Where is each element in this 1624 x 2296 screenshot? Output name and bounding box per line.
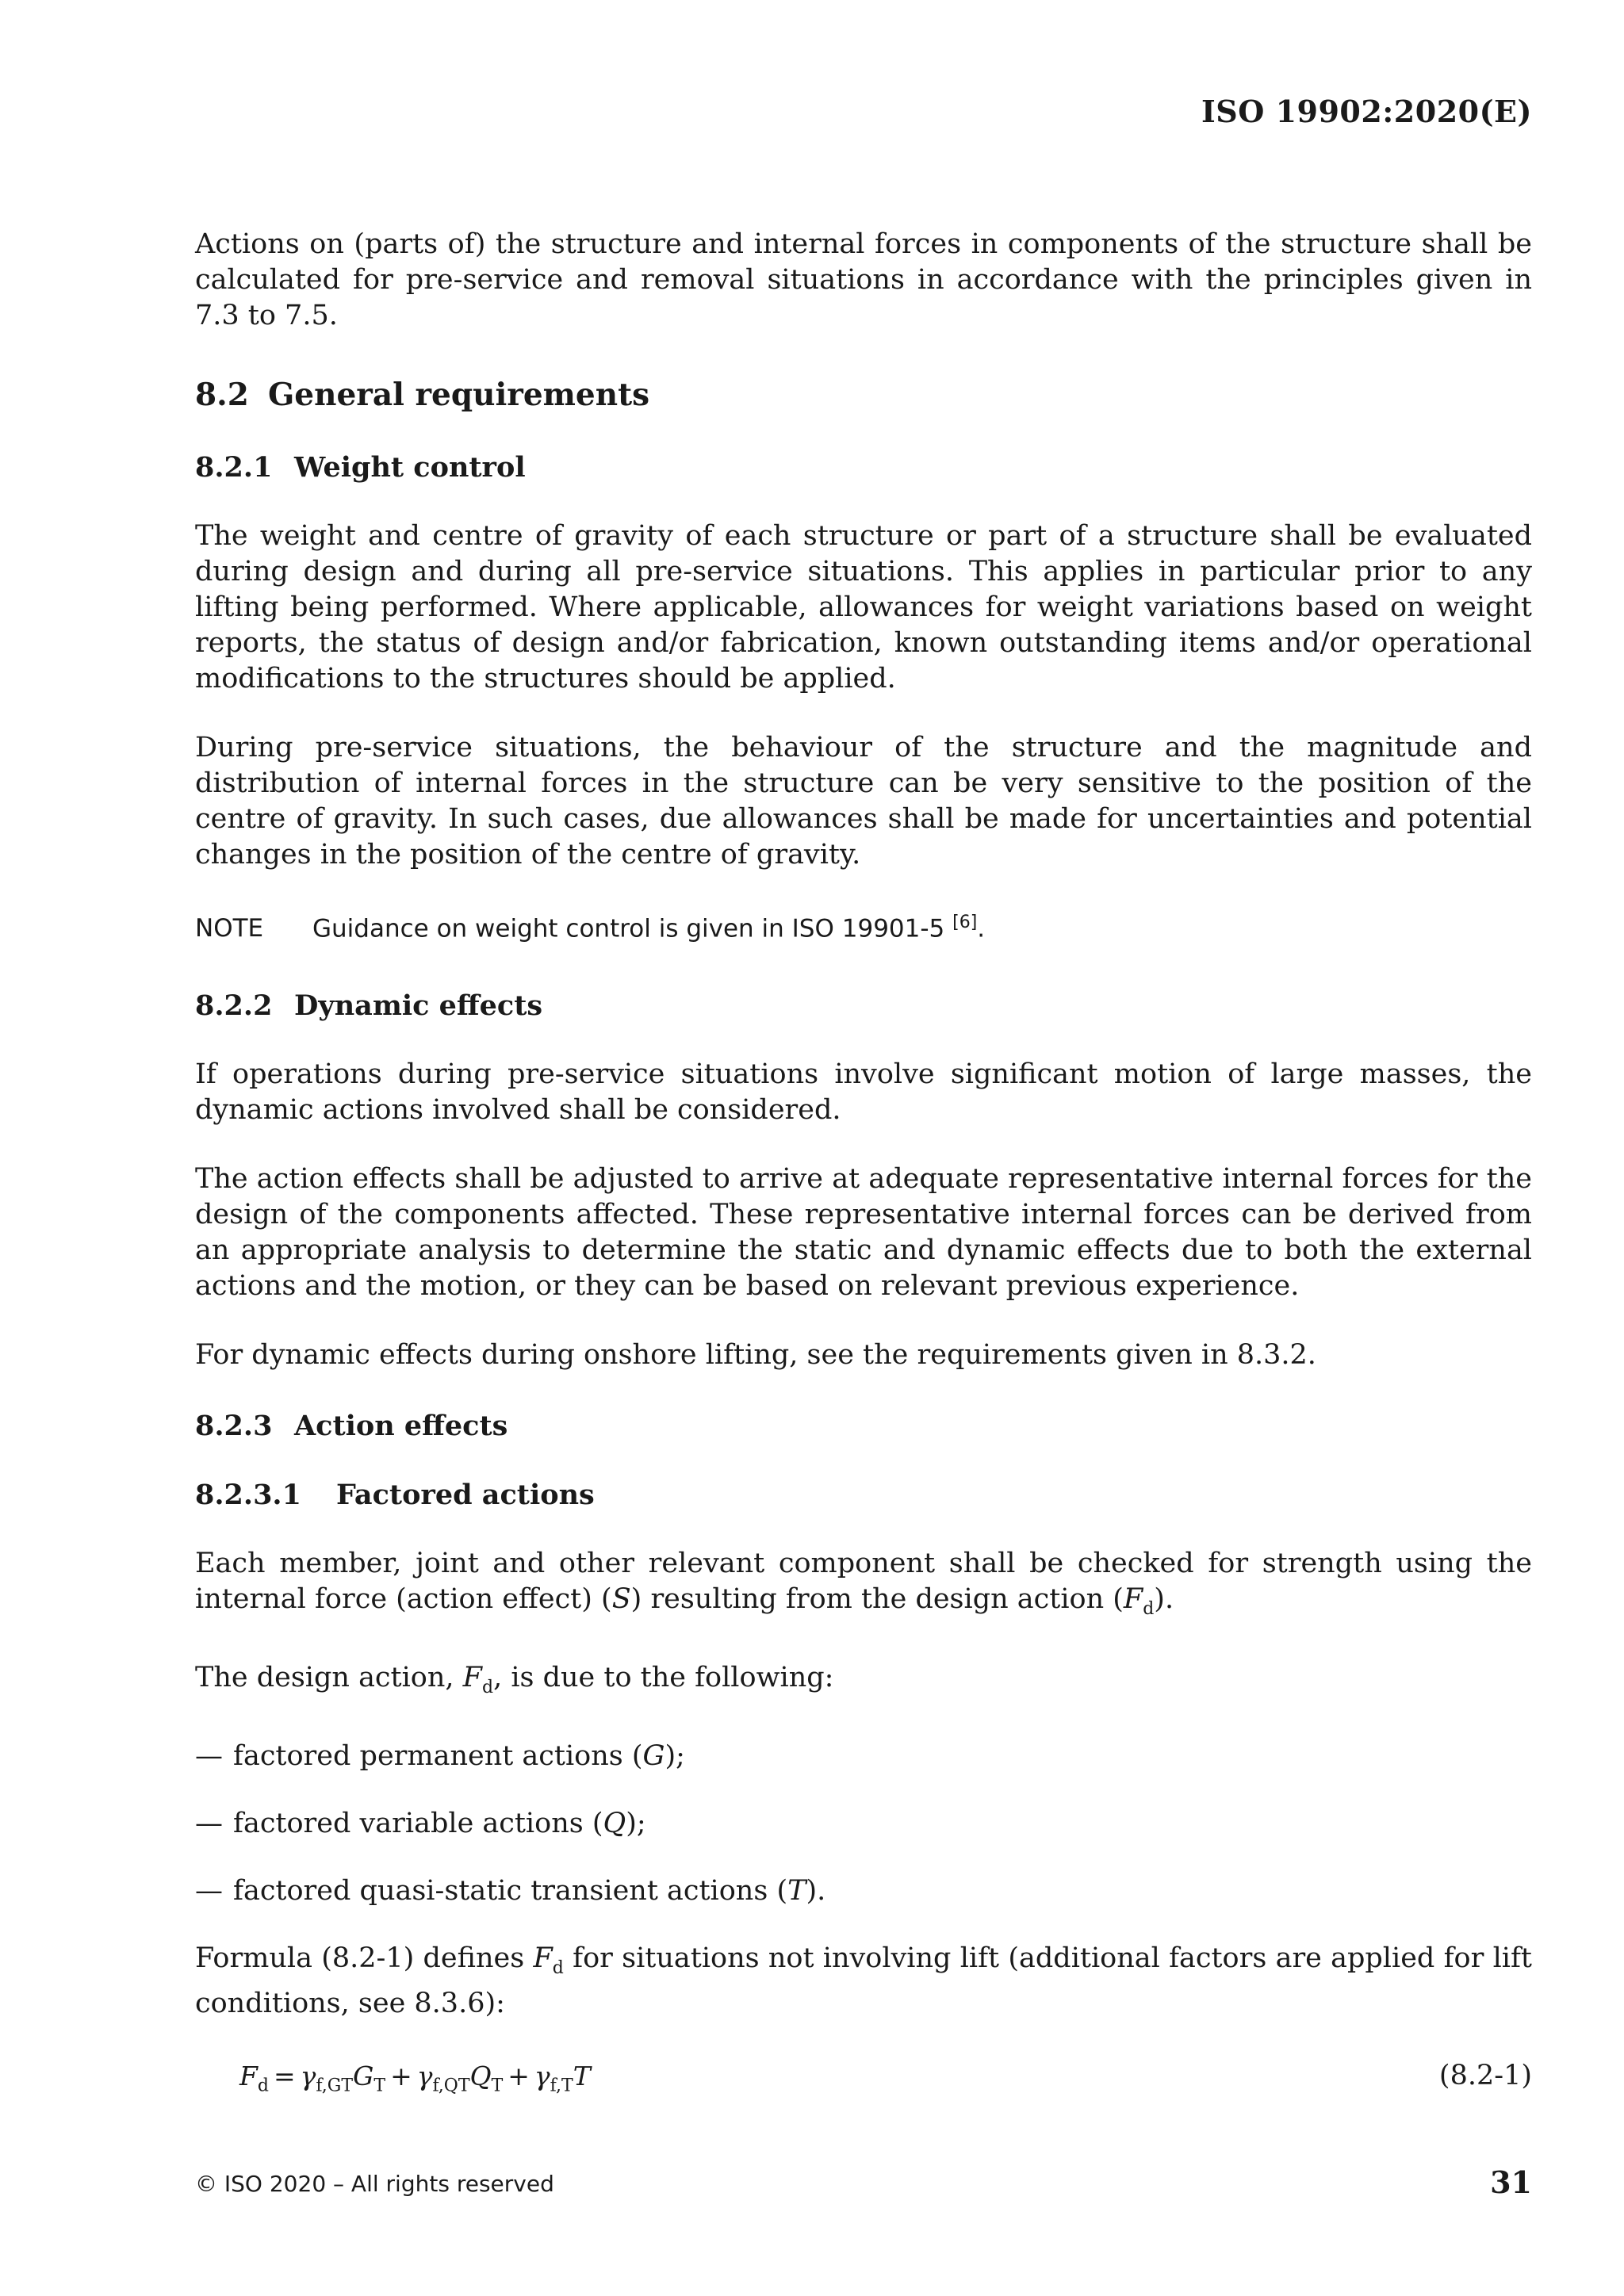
text-run: factored permanent actions ( — [233, 1740, 643, 1773]
section-number: 8.2.1 — [195, 451, 273, 484]
section-number: 8.2.2 — [195, 989, 273, 1023]
symbol-g: G — [642, 1740, 665, 1773]
section-8-2-2-heading — [195, 988, 1532, 1024]
text-run: Formula (8.2-1) defines — [195, 1942, 534, 1975]
text-run: factored variable actions ( — [233, 1808, 603, 1840]
symbol-q: Q — [469, 2061, 492, 2092]
weight-control-paragraph-1: The weight and centre of gravity of each structure or part of a structure shall be evaluated during design and during all pre-service situations. This applies in particular prior to any lifting being performed. Where applicable, allowances for weight variations based on weight reports, the status of design and/or fabrication, known outstanding items and/or operational modifications to the structures should be applied. — [195, 520, 1532, 695]
list-item — [195, 1873, 1532, 1909]
gamma-symbol: γ — [416, 2061, 433, 2092]
dynamic-effects-paragraph-1: If operations during pre-service situations involve significant motion of large masses, the dynamic actions involved shall be considered. — [195, 1058, 1532, 1127]
text-run: ). — [1154, 1583, 1174, 1616]
note — [195, 906, 1532, 945]
gamma-symbol: γ — [534, 2061, 550, 2092]
plus-sign: + — [390, 2061, 412, 2092]
subscript: f,GT — [316, 2076, 353, 2096]
symbol-f: F — [533, 1942, 553, 1975]
subscript: f,T — [550, 2076, 573, 2096]
symbol-f: F — [462, 1662, 482, 1694]
subscript: f,QT — [432, 2076, 470, 2096]
section-8-2-1-heading — [195, 450, 1532, 485]
subscript-d: d — [1143, 1599, 1155, 1620]
section-8-2-3-1-heading — [195, 1477, 1532, 1513]
formula-8-2-1 — [239, 2058, 591, 2104]
page-content — [195, 227, 1532, 2106]
gamma-symbol: γ — [300, 2061, 316, 2092]
text-run: for situations not involving lift (additional factors are applied for lift conditions, see 8.3.6): — [195, 1942, 1532, 2020]
subscript: T — [373, 2076, 386, 2096]
section-8-2-3-heading — [195, 1408, 1532, 1444]
section-title: Weight control — [294, 451, 526, 484]
text-run: ) resulting from the design action ( — [630, 1583, 1124, 1616]
intro-paragraph: Actions on (parts of) the structure and internal forces in components of the structure shall be calculated for pre-service and removal situations in accordance with the principles given in 7.3 to 7.5. — [195, 228, 1532, 331]
dash-bullet: — — [195, 1808, 223, 1840]
factored-actions-paragraph-2 — [195, 1660, 1532, 1705]
dynamic-effects-paragraph-3: For dynamic effects during onshore lifting, see the requirements given in 8.3.2. — [195, 1339, 1316, 1372]
section-title: Factored actions — [336, 1479, 595, 1512]
factored-actions-paragraph-1 — [195, 1546, 1532, 1627]
note-text: Guidance on weight control is given in ISO 19901-5 — [312, 914, 953, 943]
formula-row — [195, 2058, 1532, 2106]
reference-link[interactable]: [6] — [952, 913, 978, 932]
subscript: T — [491, 2076, 504, 2096]
dynamic-effects-paragraph-2: The action effects shall be adjusted to arrive at adequate representative internal forces for the design of the components affected. These representative internal forces can be derived from an appropriate analysis to determine the static and dynamic effects due to both the external actions and the motion, or they can be based on relevant previous experience. — [195, 1163, 1532, 1303]
weight-control-paragraph-2: During pre-service situations, the behaviour of the structure and the magnitude and distribution of internal forces in the structure can be very sensitive to the position of the centre of gravity. In such cases, due allowances shall be made for uncertainties and potential changes in the position of the centre of gravity. — [195, 732, 1532, 871]
symbol-s: S — [611, 1583, 631, 1616]
text-run: ); — [626, 1808, 646, 1840]
text-run: Each member, joint and other relevant component shall be checked for strength using the internal force (action effect) ( — [195, 1548, 1532, 1616]
section-title: Action effects — [294, 1410, 508, 1443]
list-item — [195, 1739, 1532, 1774]
plus-sign: + — [508, 2061, 530, 2092]
symbol-f: F — [239, 2061, 258, 2092]
symbol-t: T — [573, 2061, 591, 2092]
document-code: ISO 19902:2020(E) — [1201, 94, 1532, 129]
page-number: 31 — [1490, 2164, 1532, 2200]
symbol-f: F — [1123, 1583, 1143, 1616]
factored-actions-paragraph-3 — [195, 1941, 1532, 2022]
dash-bullet: — — [195, 1740, 223, 1773]
text-run: , is due to the following: — [493, 1662, 834, 1694]
list-item — [195, 1806, 1532, 1842]
text-run: ); — [665, 1740, 685, 1773]
equals-sign: = — [274, 2061, 296, 2092]
section-title: General requirements — [268, 377, 650, 413]
section-number: 8.2 — [195, 377, 249, 413]
text-run: The design action, — [195, 1662, 463, 1694]
section-number: 8.2.3 — [195, 1410, 273, 1443]
subscript-d: d — [481, 1678, 494, 1698]
note-end: . — [977, 914, 986, 943]
dash-bullet: — — [195, 1875, 223, 1908]
subscript-d: d — [552, 1958, 564, 1979]
formula-number: (8.2-1) — [1438, 2060, 1532, 2092]
symbol-t: T — [787, 1875, 806, 1908]
note-label: NOTE — [195, 914, 264, 943]
symbol-q: Q — [603, 1808, 626, 1840]
text-run: ). — [806, 1875, 826, 1908]
subscript: d — [257, 2076, 269, 2096]
text-run: factored quasi-static transient actions ( — [233, 1875, 788, 1908]
section-title: Dynamic effects — [294, 989, 543, 1023]
section-number: 8.2.3.1 — [195, 1479, 301, 1512]
symbol-g: G — [353, 2061, 374, 2092]
copyright-notice: © ISO 2020 – All rights reserved — [195, 2171, 554, 2197]
section-8-2-heading — [195, 375, 1532, 415]
